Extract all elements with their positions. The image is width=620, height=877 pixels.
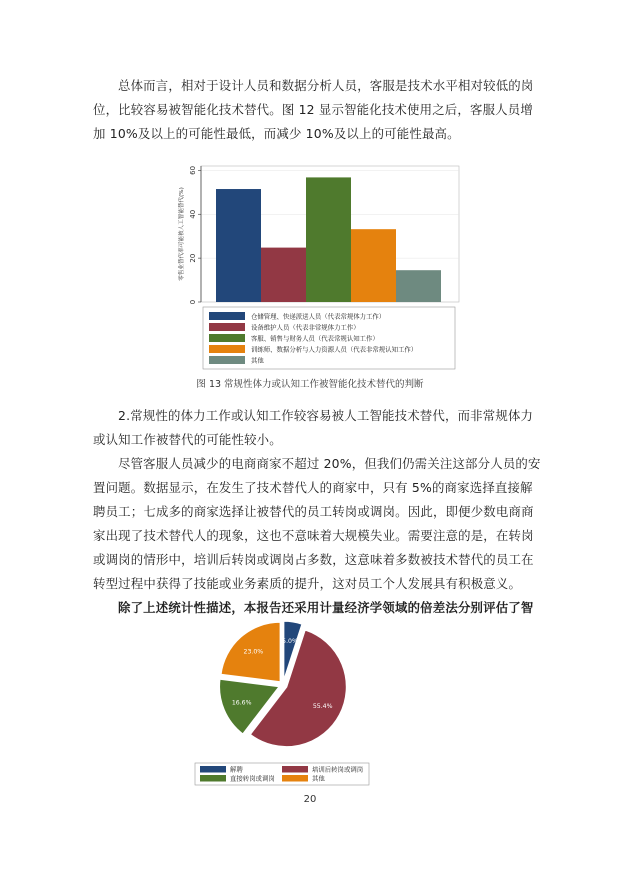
pie-legend-label: 其他 [312, 774, 325, 783]
paragraph-line: 2.常规性的体力工作或认知工作较容易被人工智能技术替代，而非常规体力 [118, 408, 534, 423]
legend-swatch [209, 356, 245, 364]
pie-slice-label: 55.4% [312, 702, 333, 710]
pie-legend-label: 直接转岗或调岗 [230, 774, 275, 783]
legend-swatch [209, 345, 245, 353]
bar-chart [165, 162, 465, 372]
y-tick-label: 20 [189, 253, 197, 263]
legend-label: 仓储管理、快递派送人员（代表常规体力工作） [251, 312, 386, 321]
paragraph-3 [93, 452, 541, 596]
pie-slice-label: 23.0% [243, 648, 264, 656]
pie-slice-label: 16.6% [231, 699, 252, 707]
legend-swatch [209, 312, 245, 320]
paragraph-line: 尽管客服人员减少的电商商家不超过 20%，但我们仍需关注这部分人员的安 [118, 456, 541, 471]
y-axis-label: 零售业替代率可能被人工智能替代(%) [179, 187, 185, 281]
bar [306, 177, 351, 302]
paragraph-line: 置问题。数据显示，在发生了技术替代人的商家中，只有 5%的商家选择直接解 [93, 480, 533, 495]
y-tick-label: 40 [189, 209, 197, 219]
legend-label: 其他 [251, 356, 264, 365]
paragraph-2 [93, 404, 534, 452]
paragraph-line: 除了上述统计性描述，本报告还采用计量经济学领域的倍差法分别评估了智 [118, 600, 534, 615]
bar [396, 270, 441, 302]
legend-label: 客服、销售与财务人员（代表常规认知工作） [251, 334, 379, 343]
legend-label: 训练师、数据分析与人力资源人员（代表非常规认知工作） [251, 345, 418, 354]
paragraph-4 [93, 596, 534, 620]
page-number: 20 [303, 794, 317, 805]
paragraph-line: 或认知工作被替代的可能性较小。 [93, 432, 282, 447]
paragraph-1 [93, 74, 534, 146]
pie-legend-swatch [200, 775, 226, 782]
legend-swatch [209, 334, 245, 342]
bar [216, 189, 261, 302]
pie-legend-swatch [282, 775, 308, 782]
pie-legend-label: 解聘 [230, 765, 243, 774]
paragraph-line: 总体而言，相对于设计人员和数据分析人员，客服是技术水平相对较低的岗 [118, 78, 534, 93]
pie-chart [190, 618, 380, 788]
legend-swatch [209, 323, 245, 331]
paragraph-line: 或调岗的情形中，培训后转岗或调岗占多数，这意味着多数被技术替代的员工在 [93, 552, 534, 567]
paragraph-line: 加 10%及以上的可能性最低，而减少 10%及以上的可能性最高。 [93, 126, 460, 141]
paragraph-line: 聘员工；七成多的商家选择让被替代的员工转岗或调岗。因此，即便少数电商商 [93, 504, 534, 519]
pie-slice-label: 5.0% [282, 637, 298, 645]
bar [351, 229, 396, 302]
pie-legend-swatch [200, 766, 226, 773]
paragraph-line: 转型过程中获得了技能或业务素质的提升，这对员工个人发展具有积极意义。 [93, 576, 522, 591]
pie-legend-label: 培训后转岗或调岗 [312, 765, 364, 774]
paragraph-line: 位，比较容易被智能化技术替代。图 12 显示智能化技术使用之后，客服人员增 [93, 102, 533, 117]
y-tick-label: 60 [189, 165, 197, 175]
paragraph-line: 家出现了技术替代人的现象，这也不意味着大规模失业。需要注意的是，在转岗 [93, 528, 534, 543]
pie-legend-swatch [282, 766, 308, 773]
bar [261, 248, 306, 302]
figure-caption: 图 13 常规性体力或认知工作被智能化技术替代的判断 [196, 379, 424, 390]
legend-label: 设备维护人员（代表非常规体力工作） [251, 323, 360, 332]
y-tick-label: 0 [189, 299, 197, 305]
